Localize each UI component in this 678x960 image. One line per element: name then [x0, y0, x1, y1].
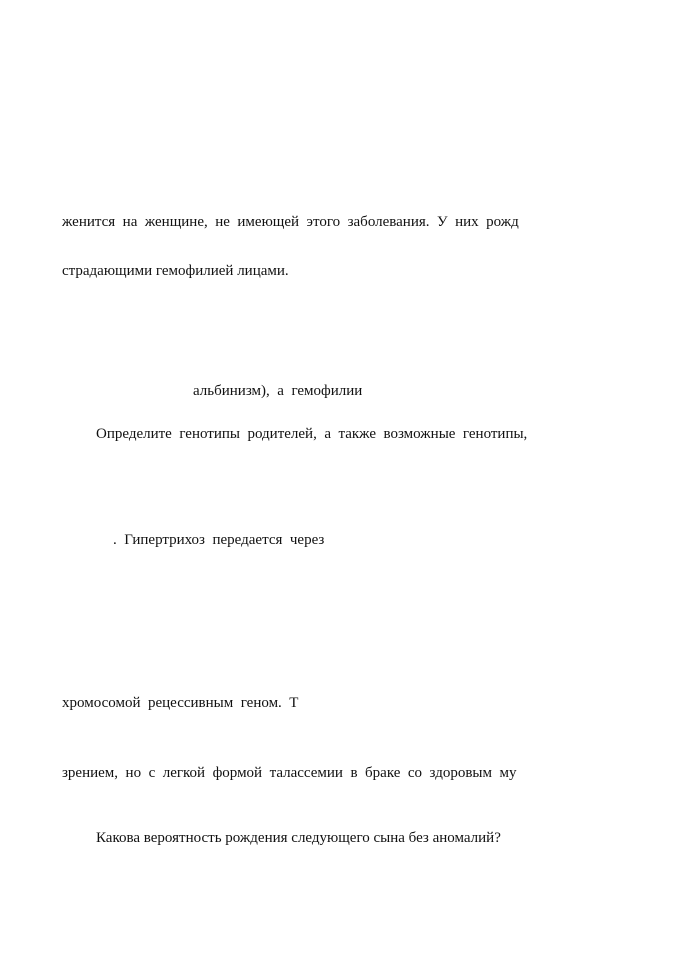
text-line-7: зрением, но с легкой формой талассемии в браке со здоровым му: [62, 765, 517, 781]
text-line-4: Определите генотипы родителей, а также возможные генотипы,: [96, 426, 528, 442]
text-line-8: Какова вероятность рождения следующего сына без аномалий?: [96, 830, 501, 846]
text-line-3: альбинизм), а гемофилии: [193, 383, 363, 399]
text-line-1: женится на женщине, не имеющей этого заболевания. У них рожд: [62, 214, 519, 230]
text-line-5: . Гипертрихоз передается через: [113, 532, 325, 548]
text-line-2: страдающими гемофилией лицами.: [62, 263, 289, 279]
text-line-6: хромосомой рецессивным геном. Т: [62, 695, 299, 711]
